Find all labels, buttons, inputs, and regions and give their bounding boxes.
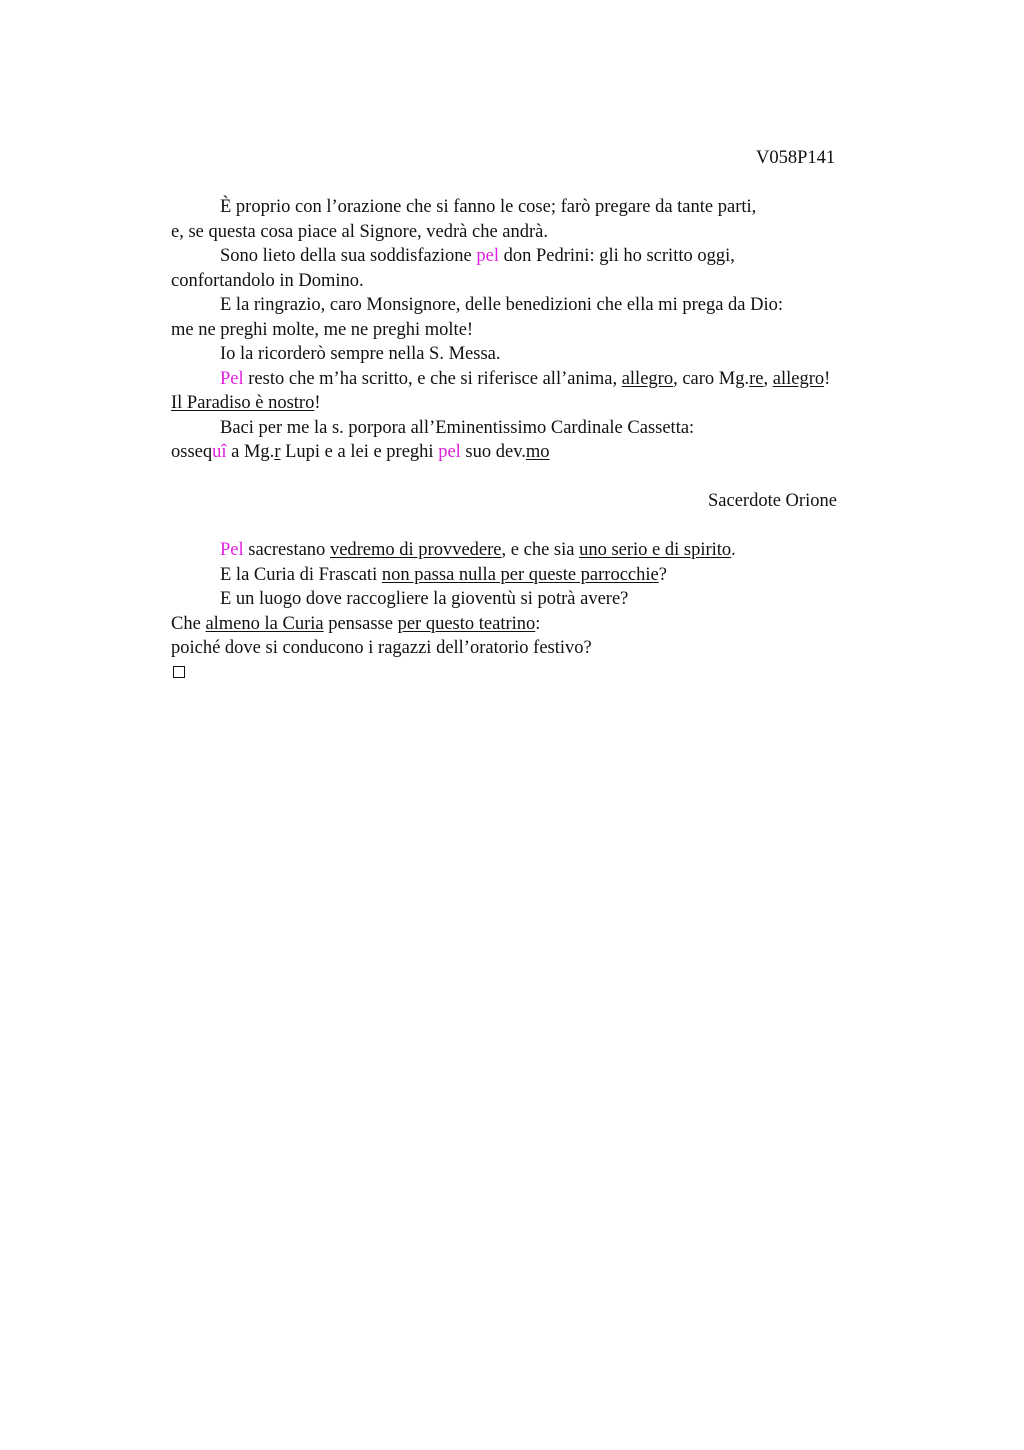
highlighted-word: pel [438,442,461,462]
text-span: Baci per me la s. porpora all’Eminentissimo Cardinale Cassetta: [220,417,695,438]
highlighted-word: uî [212,442,227,462]
letter-body [171,195,911,678]
text-span: , e che sia [501,540,580,560]
letter-line [171,367,911,392]
underlined-text: per questo teatrino [397,613,536,634]
text-span: E un luogo dove raccogliere la gioventù si potrà avere? [220,589,629,609]
page-id: V058P141 [756,148,836,168]
highlighted-word: pel [476,246,499,266]
text-span: confortandolo in Domino. [171,270,364,291]
text-span: : [535,613,541,634]
letter-line [171,342,911,367]
text-span: don Pedrini: gli ho scritto oggi, [499,246,735,266]
text-span: È proprio con l’orazione che si fanno le cose; farò pregare da tante parti, [220,197,757,217]
underlined-text: re [749,368,764,389]
letter-line [171,195,911,220]
spacer [171,465,911,490]
postscript-line [171,538,911,563]
text-span: me ne preghi molte, me ne preghi molte! [171,319,474,340]
letter-line [171,440,911,465]
text-span: e, se questa cosa piace al Signore, vedrà che andrà. [171,221,549,242]
text-span: ? [658,564,667,585]
underlined-text: allegro [772,368,825,389]
underlined-text: almeno la Curia [205,613,324,634]
text-span: a Mg. [226,442,275,462]
text-span: E la ringrazio, caro Monsignore, delle benedizioni che ella mi prega da Dio: [220,295,784,315]
postscript-line [171,612,911,637]
underlined-text: uno serio e di spirito [579,540,732,560]
underlined-text: allegro [621,368,674,389]
text-span: suo dev. [460,442,526,462]
text-span: ! [314,393,321,413]
underlined-text: mo [525,442,550,462]
text-span: sacrestano [243,540,330,560]
underlined-text: vedremo di provvedere [329,540,502,560]
text-span: . [731,540,736,560]
letter-line [171,293,911,318]
letter-line [171,416,911,441]
text-span: ! [824,368,831,389]
letter-line [171,244,911,269]
underlined-text: r [274,442,281,462]
signature: Sacerdote Orione [708,491,837,511]
highlighted-word: Pel [220,540,244,560]
text-span: poiché dove si conducono i ragazzi dell’oratorio festivo? [171,638,592,658]
text-span: , caro Mg. [673,368,750,389]
text-span: osseq [171,442,213,462]
text-span: Io la ricorderò sempre nella S. Messa. [220,344,501,364]
letter-line [171,269,911,294]
text-span: resto che m’ha scritto, e che si riferisce all’anima, [243,368,622,389]
letter-line [171,391,911,416]
highlighted-word: Pel [220,368,244,389]
end-marker-box [173,666,185,678]
text-span: Lupi e a lei e preghi [280,442,439,462]
underlined-text: Il Paradiso è nostro [171,393,315,413]
text-span: E la Curia di Frascati [220,564,382,585]
text-span: Che [171,613,206,634]
text-span: , [763,368,773,389]
postscript-line [171,636,911,661]
postscript-line [171,587,911,612]
letter-line [171,318,911,343]
text-span: Sono lieto della sua soddisfazione [220,246,477,266]
postscript-line [171,563,911,588]
underlined-text: non passa nulla per queste parrocchie [381,564,659,585]
spacer [171,514,911,539]
letter-line [171,220,911,245]
text-span: pensasse [323,613,398,634]
